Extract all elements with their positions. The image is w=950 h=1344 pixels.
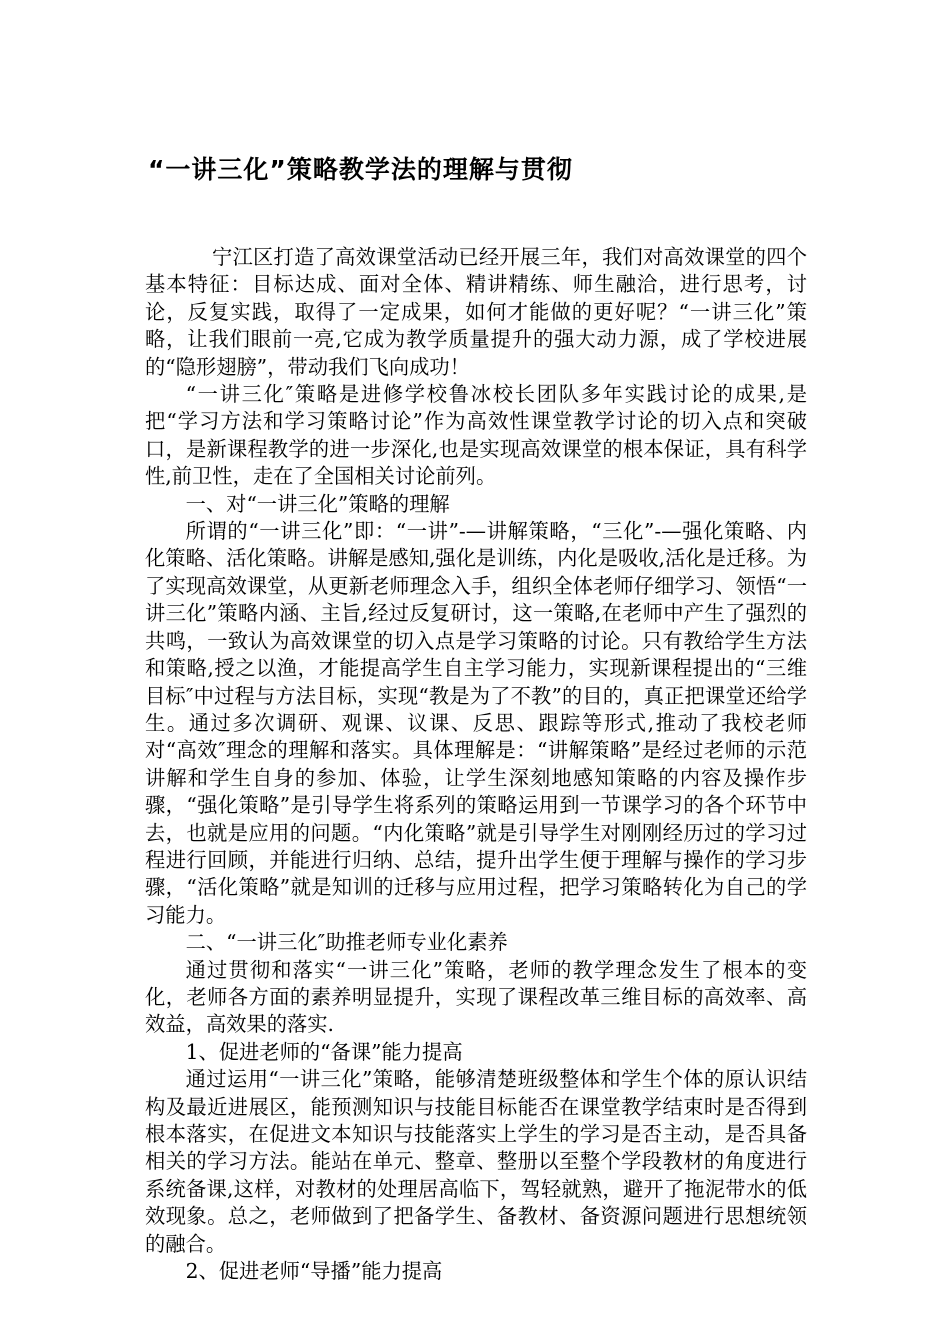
- paragraph-strategy-origin: “一讲三化″策略是进修学校鲁冰校长团队多年实践讨论的成果,是把“学习方法和学习策略讨论”作为高效性课堂教学讨论的切入点和突破口，是新课程教学的进一步深化,也是实现高效课堂的根本保证，具有科学性,前卫性，走在了全国相关讨论前列。: [145, 382, 807, 489]
- paragraph-intro: 宁江区打造了高效课堂活动已经开展三年，我们对高效课堂的四个基本特征：目标达成、面对全体、精讲精练、师生融洽，进行思考，讨论，反复实践，取得了一定成果，如何才能做的更好呢？“一讲三化”策略，让我们眼前一亮,它成为教学质量提升的强大动力源，成了学校进展的“隐形翅膀”，带动我们飞向成功！: [145, 245, 807, 379]
- paragraph-understanding: 所谓的“一讲三化”即：“一讲”-—讲解策略，“三化”-—强化策略、内化策略、活化策略。讲解是感知,强化是训练，内化是吸收,活化是迁移。为了实现高效课堂，从更新老师理念入手，组织全体老师仔细学习、领悟“一讲三化”策略内涵、主旨,经过反复研讨，这一策略,在老师中产生了强烈的共鸣，一致认为高效课堂的切入点是学习策略的讨论。只有教给学生方法和策略,授之以渔，才能提高学生自主学习能力，实现新课程提出的“三维目标″中过程与方法目标，实现“教是为了不教”的目的，真正把课堂还给学生。通过多次调研、观课、议课、反思、跟踪等形式,推动了我校老师对“高效″理念的理解和落实。具体理解是：“讲解策略”是经过老师的示范讲解和学生自身的参加、体验，让学生深刻地感知策略的内容及操作步骤，“强化策略”是引导学生将系列的策略运用到一节课学习的各个环节中去，也就是应用的问题。“内化策略”就是引导学生对刚刚经历过的学习过程进行回顾，并能进行归纳、总结，提升出学生便于理解与操作的学习步骤，“活化策略”就是知训的迁移与应用过程，把学习策略转化为自己的学习能力。: [145, 519, 807, 927]
- paragraph-implementation: 通过贯彻和落实“一讲三化”策略，老师的教学理念发生了根本的变化，老师各方面的素养明显提升，实现了课程改革三维目标的高效率、高效益，高效果的落实.: [145, 957, 807, 1037]
- paragraph-lesson-prep: 通过运用“一讲三化”策略，能够清楚班级整体和学生个体的原认识结构及最近进展区，能预测知识与技能目标能否在课堂教学结束时是否得到根本落实，在促进文本知识与技能落实上学生的学习是否主动，是否具备相关的学习方法。能站在单元、整章、整册以至整个学段教材的角度进行系统备课,这样，对教材的处理居高临下，驾轻就熟，避开了拖泥带水的低效现象。总之，老师做到了把备学生、备教材、备资源问题进行思想统领的融合。: [145, 1067, 807, 1256]
- subsection-heading-2: 2、促进老师“导播”能力提高: [185, 1259, 443, 1284]
- section-heading-1: 一、对“一讲三化”策略的理解: [185, 491, 450, 516]
- subsection-heading-1: 1、促进老师的“备课”能力提高: [185, 1039, 463, 1064]
- document-title: “一讲三化”策略教学法的理解与贯彻: [148, 155, 573, 184]
- section-heading-2: 二、“一讲三化″助推老师专业化素养: [185, 930, 508, 955]
- document-body: [145, 244, 807, 1285]
